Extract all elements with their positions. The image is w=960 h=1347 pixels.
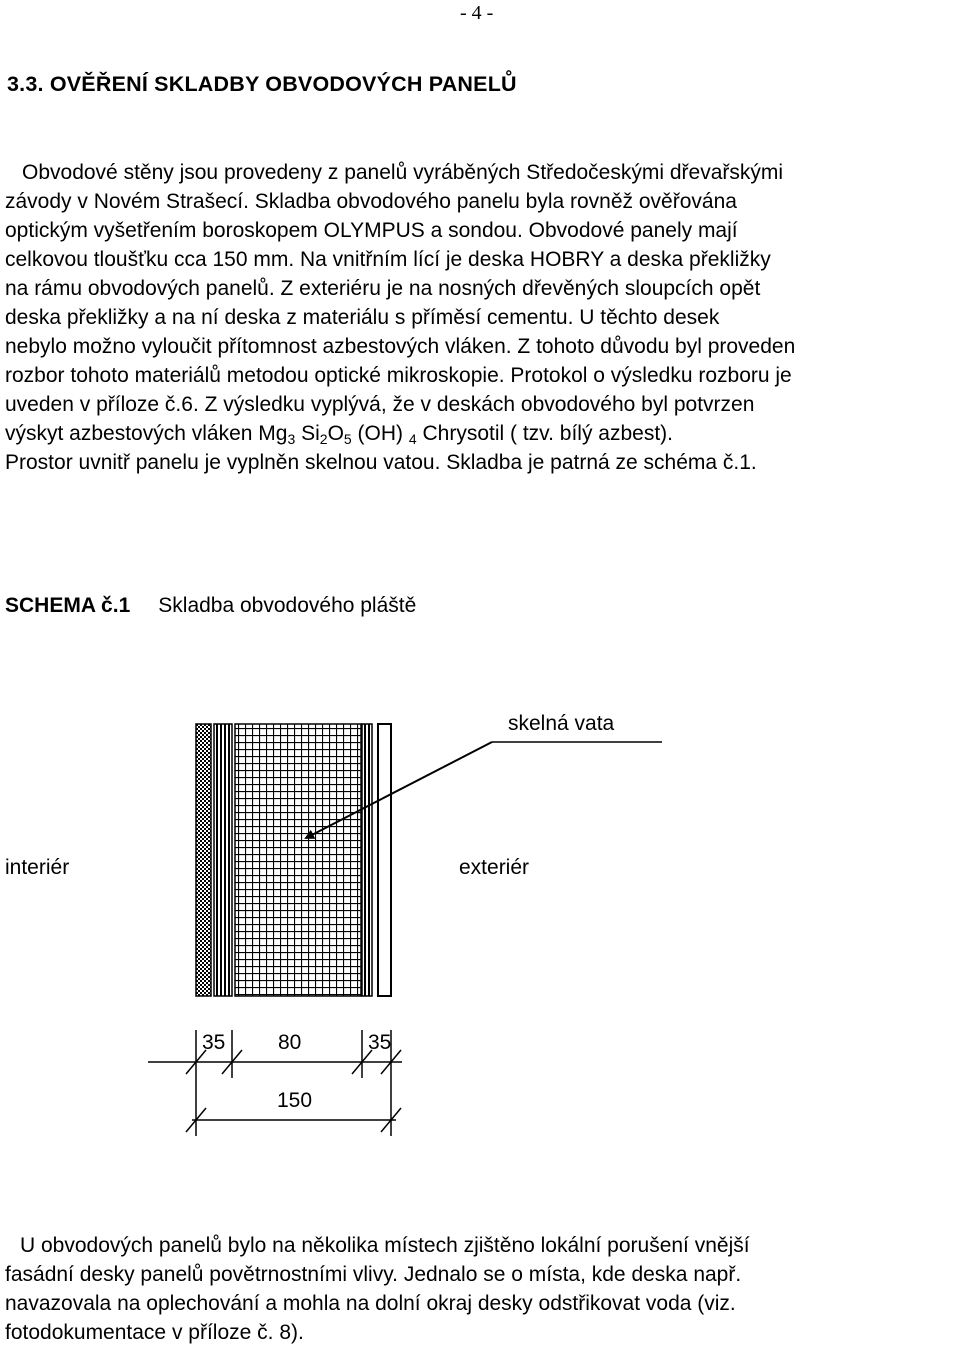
callout-label-glass-wool: skelná vata bbox=[508, 712, 615, 735]
intro-line: na rámu obvodových panelů. Z exteriéru je na nosných dřevěných sloupcích opět bbox=[5, 277, 761, 300]
intro-line: závody v Novém Strašecí. Skladba obvodového panelu byla rovněž ověřována bbox=[5, 190, 737, 213]
formula-text: (OH) bbox=[351, 422, 409, 445]
intro-line: rozbor tohoto materiálů metodou optické mikroskopie. Protokol o výsledku rozboru je bbox=[5, 364, 792, 387]
closing-line: U obvodových panelů bylo na několika místech zjištěno lokální porušení vnější bbox=[20, 1234, 750, 1257]
formula-text: výskyt azbestových vláken Mg bbox=[5, 422, 288, 445]
formula-text: Si bbox=[295, 422, 320, 445]
page-number: - 4 - bbox=[460, 2, 494, 24]
intro-line: Prostor uvnitř panelu je vyplněn skelnou vatou. Skladba je patrná ze schéma č.1. bbox=[5, 451, 757, 474]
schema-caption: Skladba obvodového pláště bbox=[158, 594, 417, 617]
formula-text: Chrysotil ( tzv. bílý azbest). bbox=[416, 422, 673, 445]
label-interior: interiér bbox=[5, 856, 70, 879]
intro-line: Obvodové stěny jsou provedeny z panelů vyráběných Středočeskými dřevařskými bbox=[22, 161, 784, 184]
closing-line: fotodokumentace v příloze č. 8). bbox=[5, 1321, 304, 1344]
closing-paragraph bbox=[5, 1231, 955, 1347]
formula-text: O bbox=[327, 422, 344, 445]
formula-subscript: 2 bbox=[319, 431, 328, 447]
glass-wool-core bbox=[235, 724, 361, 996]
cement-board-layer bbox=[378, 724, 391, 996]
intro-line: nebylo možno vyloučit přítomnost azbestových vláken. Z tohoto důvodu byl proveden bbox=[5, 335, 796, 358]
plywood-layer-exterior bbox=[362, 724, 372, 996]
hobry-board-layer bbox=[196, 724, 211, 996]
plywood-layer-interior bbox=[214, 724, 232, 996]
formula-subscript: 5 bbox=[343, 431, 352, 447]
intro-line: deska překližky a na ní deska z materiálu s příměsí cementu. U těchto desek bbox=[5, 306, 720, 329]
formula-subscript: 3 bbox=[287, 431, 296, 447]
closing-line: fasádní desky panelů povětrnostními vlivy. Jednalo se o místa, kde deska např. bbox=[5, 1263, 742, 1286]
formula-subscript: 4 bbox=[408, 431, 417, 447]
dimension-label-middle: 80 bbox=[278, 1031, 302, 1054]
closing-line: navazovala na oplechování a mohla na dolní okraj desky odstřikovat voda (viz. bbox=[5, 1292, 736, 1315]
intro-line: uveden v příloze č.6. Z výsledku vyplývá, že v deskách obvodového byl potvrzen bbox=[5, 393, 755, 416]
dimension-label-total: 150 bbox=[277, 1089, 313, 1112]
dimension-label-right: 35 bbox=[368, 1031, 392, 1054]
dimension-label-left: 35 bbox=[202, 1031, 226, 1054]
section-heading: 3.3. OVĚŘENÍ SKLADBY OBVODOVÝCH PANELŮ bbox=[7, 72, 517, 96]
intro-line: celkovou tloušťku cca 150 mm. Na vnitřním lící je deska HOBRY a deska překližky bbox=[5, 248, 771, 271]
intro-line: optickým vyšetřením boroskopem OLYMPUS a sondou. Obvodové panely mají bbox=[5, 219, 738, 242]
schema-label: SCHEMA č.1 bbox=[5, 594, 131, 617]
label-exterior: exteriér bbox=[459, 856, 530, 879]
